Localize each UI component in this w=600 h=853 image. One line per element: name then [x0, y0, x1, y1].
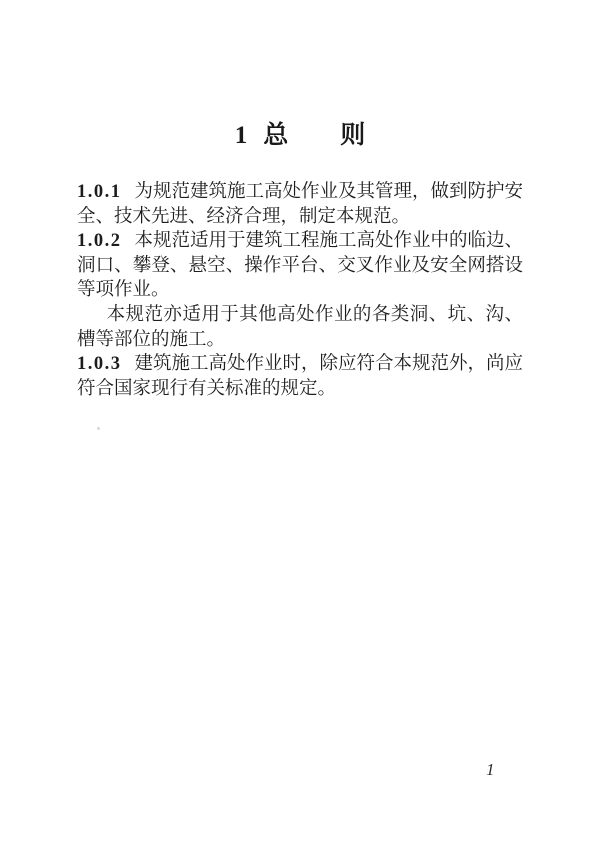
clause-text: 本规范适用于建筑工程施工高处作业中的临边、洞口、攀登、悬空、操作平台、交叉作业及安全网搭设等项作业。: [77, 231, 524, 301]
clause-number: 1.0.2: [77, 231, 122, 252]
chapter-number: 1: [234, 122, 248, 149]
chapter-title-word-1: 总: [263, 122, 289, 149]
clause-1-0-3: [77, 352, 523, 401]
clause-1-0-2: [77, 229, 523, 303]
clause-text: 为规范建筑施工高处作业及其管理，做到防护安全、技术先进、经济合理，制定本规范。: [77, 182, 524, 227]
clause-1-0-2-continuation: [77, 303, 523, 352]
body-text: [77, 180, 523, 401]
clause-number: 1.0.1: [77, 182, 122, 202]
chapter-heading: [0, 0, 600, 152]
chapter-title-word-2: 则: [340, 122, 366, 149]
clause-1-0-1: [77, 180, 523, 229]
scan-speck: [97, 427, 100, 430]
page-number: 1: [486, 760, 495, 779]
clause-text: 建筑施工高处作业时，除应符合本规范外，尚应符合国家现行有关标准的规定。: [77, 354, 524, 399]
clause-number: 1.0.3: [77, 354, 122, 375]
clause-text: 本规范亦适用于其他高处作业的各类洞、坑、沟、槽等部位的施工。: [77, 304, 523, 350]
